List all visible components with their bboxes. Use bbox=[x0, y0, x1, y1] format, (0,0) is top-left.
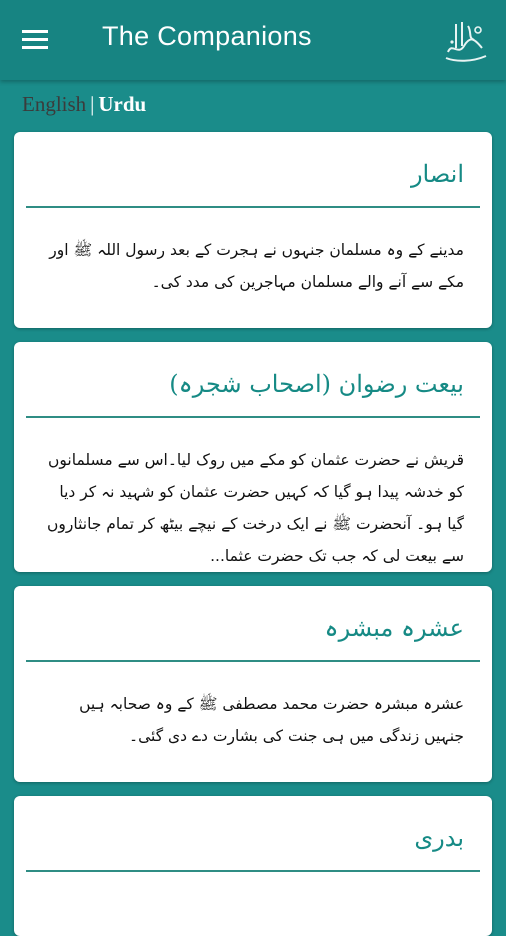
hamburger-menu-icon[interactable] bbox=[20, 24, 50, 56]
card-title: عشرہ مبشرہ bbox=[324, 614, 464, 642]
language-english-link[interactable]: English bbox=[22, 92, 87, 116]
menu-button[interactable] bbox=[20, 24, 70, 56]
card-title: انصار bbox=[410, 160, 464, 188]
card-divider bbox=[26, 206, 480, 208]
companion-card-ansar[interactable] bbox=[14, 132, 492, 328]
app-title: The Companions bbox=[102, 21, 312, 51]
card-description: مدینے کے وہ مسلمان جنہوں نے ہجرت کے بعد رسول اللہ ﷺ اور مکے سے آنے والے مسلمان مہاجرین کی مدد کی۔ bbox=[49, 241, 464, 291]
language-switcher bbox=[22, 92, 146, 117]
companion-card-ashara-mubashara[interactable] bbox=[14, 586, 492, 782]
card-description: قریش نے حضرت عثمان کو مکے میں روک لیا۔اس سے مسلمانوں کو خدشہ پیدا ہو گیا کہ کہیں حضرت عثمان کو شہید نہ کر دیا گیا ہو۔ آنحضرت ﷺ نے ایک درخت کے نیچے بیٹھ کر تمام جانثاروں سے بیعت لی کہ جب تک حضرت عثما... bbox=[47, 451, 464, 565]
app-bar bbox=[0, 0, 506, 80]
companion-card-bayat-rizwan[interactable] bbox=[14, 342, 492, 572]
card-divider bbox=[26, 416, 480, 418]
language-urdu-link[interactable]: Urdu bbox=[98, 92, 147, 116]
calligraphy-logo-icon bbox=[438, 12, 494, 68]
card-description: عشرہ مبشرہ حضرت محمد مصطفی ﷺ کے وہ صحابہ ہیں جنہیں زندگی میں ہی جنت کی بشارت دے دی گئی۔ bbox=[79, 695, 464, 745]
companion-card-badri[interactable] bbox=[14, 796, 492, 936]
card-divider bbox=[26, 660, 480, 662]
language-separator: | bbox=[90, 92, 95, 116]
card-title: بدری bbox=[414, 824, 464, 852]
card-title: بیعت رضوان (اصحاب شجرہ) bbox=[169, 370, 464, 398]
card-divider bbox=[26, 870, 480, 872]
